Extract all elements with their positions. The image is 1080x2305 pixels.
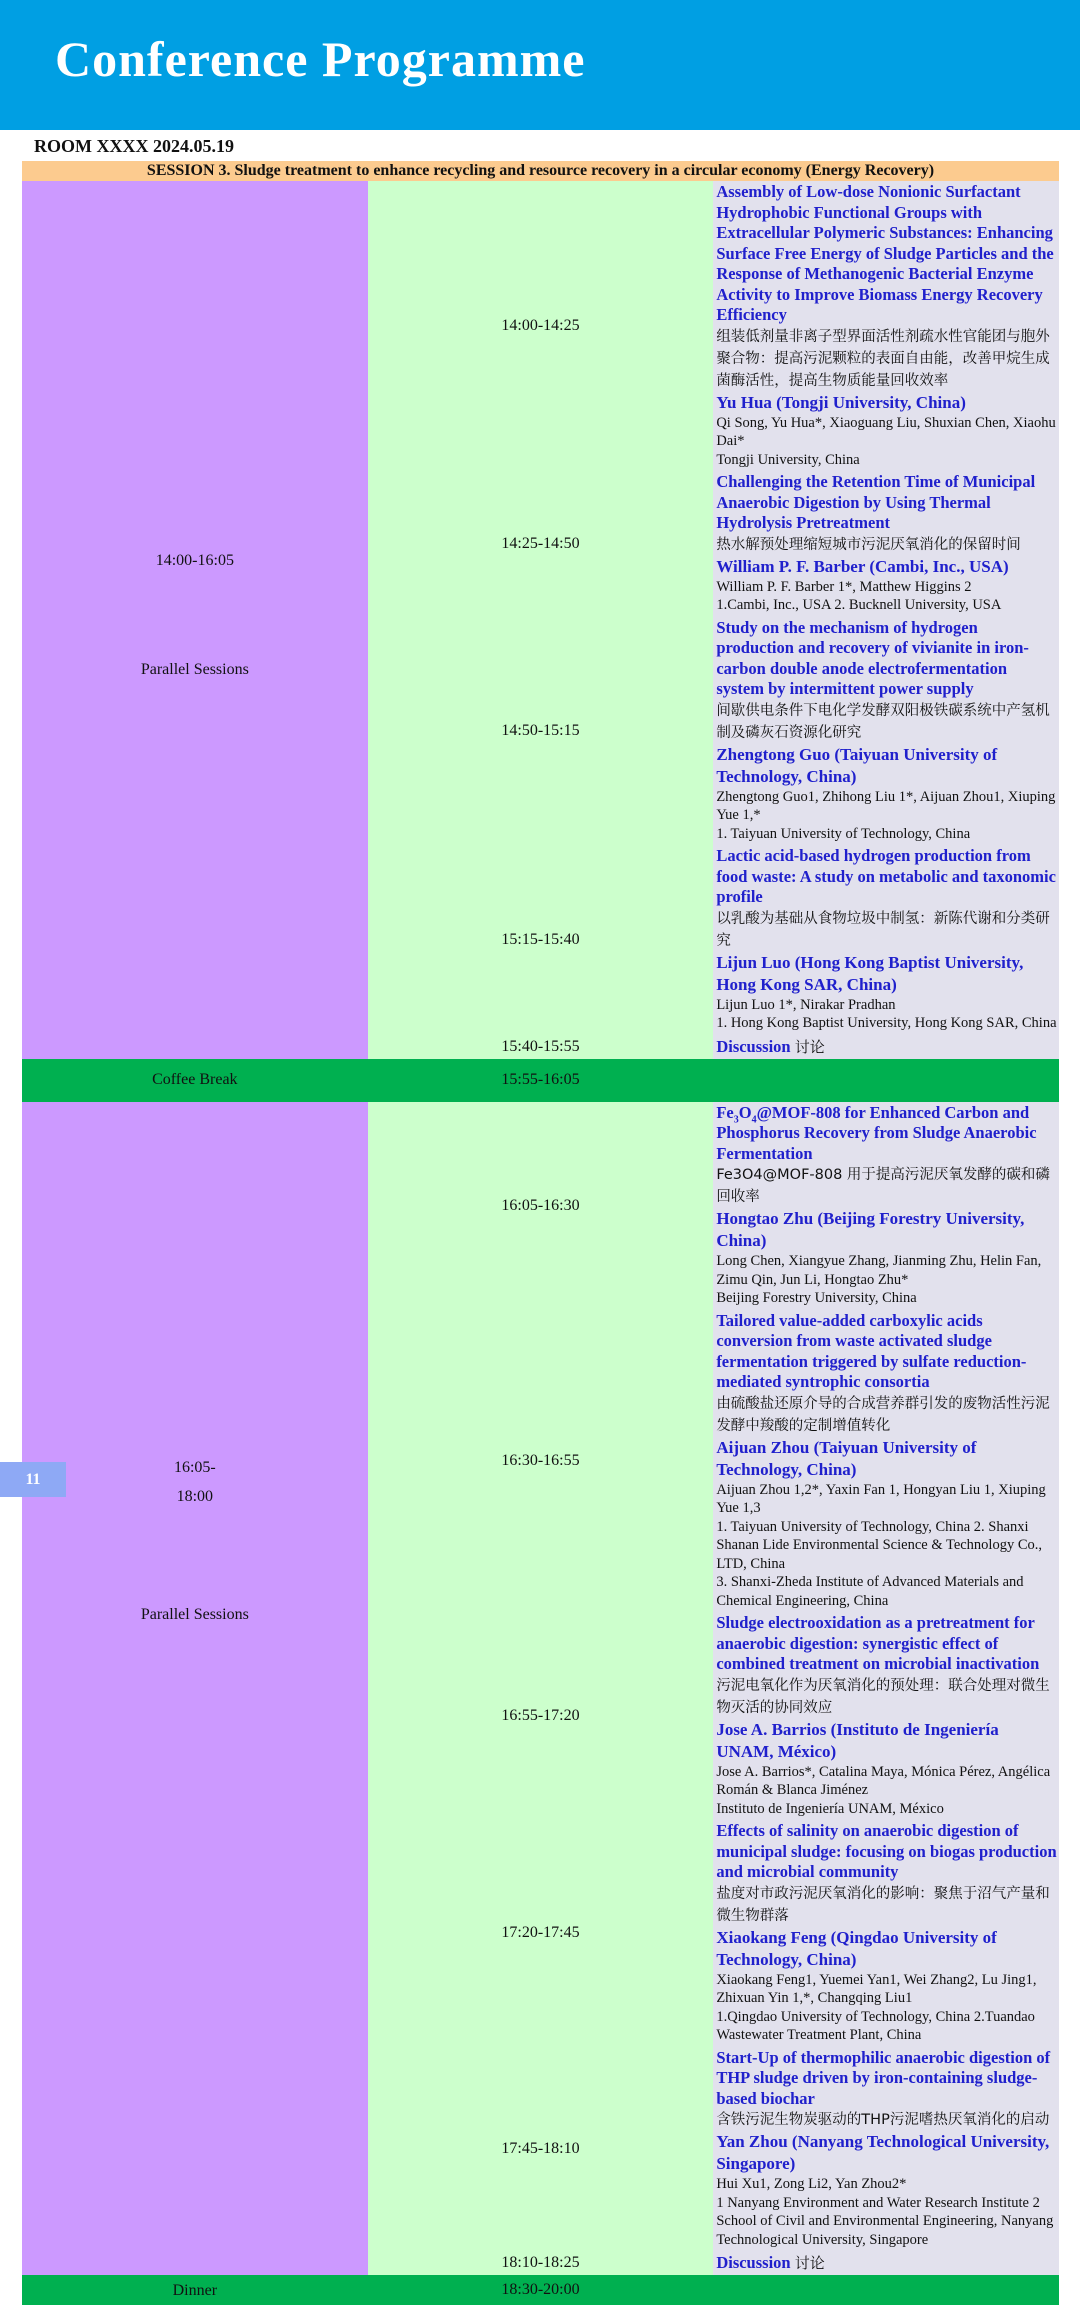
talk-affiliation: 1. Hong Kong Baptist University, Hong Kong SAR, China [716, 1015, 1057, 1031]
talk-title: $Fe_3O_4@MOF-808$ for Enhanced Carbon and Phosphorus Recovery from Sludge Anaerobic Fermentation [716, 1102, 1037, 1163]
talk-title: Sludge electrooxidation as a pretreatment for anaerobic digestion: synergistic effect of combined treatment on microbial inactivation [716, 1613, 1040, 1673]
talk-affiliation-2: 3. Shanxi-Zheda Institute of Advanced Materials and Chemical Engineering, China [716, 1574, 1024, 1609]
talk-title: Effects of salinity on anaerobic digestion of municipal sludge: focusing on biogas production and microbial community [716, 1821, 1057, 1881]
talk-speaker: Lijun Luo (Hong Kong Baptist University, Hong Kong SAR, China) [716, 952, 1024, 994]
block2-label: Parallel Sessions [140, 1605, 249, 1623]
coffee-break-row [22, 1059, 1059, 1102]
discussion-cell [713, 2251, 1059, 2275]
talk-title: Assembly of Low-dose Nonionic Surfactant Hydrophobic Functional Groups with Extracellular Polymeric Substances: Enhancing Surface Free Energy of Sludge Particles and the Response of Methanogenic Bacterial Enzyme Activity to Improve Biomass Energy Recovery Efficiency [716, 182, 1054, 324]
talk-title-cn: Fe3O4@MOF-808 用于提高污泥厌氧发酵的碳和磷回收率 [716, 1167, 1050, 1205]
talk-cell [713, 845, 1059, 1035]
session-header-row [22, 161, 1059, 181]
talk-title: Lactic acid-based hydrogen production from food waste: A study on metabolic and taxonomic profile [716, 846, 1056, 906]
session-title: SESSION 3. Sludge treatment to enhance recycling and resource recovery in a circular economy (Energy Recovery) [22, 161, 1059, 181]
discussion-label: Discussion [716, 1036, 791, 1056]
talk-title-cn: 热水解预处理缩短城市污泥厌氧消化的保留时间 [716, 536, 1021, 553]
talk-speaker: William P. F. Barber (Cambi, Inc., USA) [716, 556, 1009, 576]
talk-title-cn: 由硫酸盐还原介导的合成营养群引发的废物活性污泥发酵中羧酸的定制增值转化 [716, 1395, 1050, 1434]
dinner-empty [713, 2275, 1059, 2305]
discussion-label-cn: 讨论 [794, 2254, 825, 2272]
talk-cell [713, 1820, 1059, 2047]
talk-cell [713, 181, 1059, 471]
coffee-time: 15:55-16:05 [368, 1059, 714, 1102]
talk-time: 16:30-16:55 [368, 1310, 714, 1613]
talk-time: 15:15-15:40 [368, 845, 714, 1035]
talk-speaker: Xiaokang Feng (Qingdao University of Technology, China) [716, 1927, 997, 1969]
talk-authors: William P. F. Barber 1*, Matthew Higgins 2 [716, 578, 972, 595]
talk-cell [713, 617, 1059, 846]
talk-title-cn: 以乳酸为基础从食物垃圾中制氢：新陈代谢和分类研究 [716, 910, 1050, 949]
talk-title: Start-Up of thermophilic anaerobic digestion of THP sludge driven by iron-containing sludge-based biochar [716, 2047, 1051, 2108]
talk-cell [713, 2047, 1059, 2252]
talk-affiliation: 1. Taiyuan University of Technology, China 2. Shanxi Shanan Lide Environmental Science & Technology Co., LTD, China [716, 1518, 1043, 1572]
talk-title-cn: 含铁污泥生物炭驱动的THP污泥嗜热厌氧消化的启动 [716, 2112, 1050, 2128]
talk-affiliation: Instituto de Ingeniería UNAM, México [716, 1800, 944, 1817]
talk-authors: Lijun Luo 1*, Nirakar Pradhan [716, 996, 896, 1013]
talk-time: 16:05-16:30 [368, 1102, 714, 1310]
talk-speaker: Zhengtong Guo (Taiyuan University of Technology, China) [716, 744, 998, 786]
dinner-label: Dinner [22, 2275, 368, 2305]
talk-title-cn: 组装低剂量非离子型界面活性剂疏水性官能团与胞外聚合物：提高污泥颗粒的表面自由能，改善甲烷生成菌酶活性，提高生物质能量回收效率 [716, 328, 1050, 389]
discussion-label-cn: 讨论 [794, 1037, 825, 1056]
talk-title: Study on the mechanism of hydrogen production and recovery of vivianite in iron-carbon double anode electrofermentation system by intermittent power supply [716, 617, 1029, 698]
room-date: ROOM XXXX 2024.05.19 [34, 136, 234, 156]
coffee-empty [713, 1059, 1059, 1102]
talk-authors: Long Chen, Xiangyue Zhang, Jianming Zhu, Helin Fan, Zimu Qin, Jun Li, Hongtao Zhu* [716, 1253, 1042, 1288]
page-header [0, 0, 1080, 130]
talk-affiliation: Beijing Forestry University, China [716, 1290, 917, 1306]
talk-time: 14:25-14:50 [368, 471, 714, 617]
talk-authors: Hui Xu1, Zong Li2, Yan Zhou2* [716, 2176, 907, 2192]
talk-title: Challenging the Retention Time of Municipal Anaerobic Digestion by Using Thermal Hydrolysis Pretreatment [716, 472, 1036, 532]
table-row [22, 1102, 1059, 1310]
talk-time: 17:20-17:45 [368, 1820, 714, 2047]
talk-time: 14:50-15:15 [368, 617, 714, 846]
talk-authors: Aijuan Zhou 1,2*, Yaxin Fan 1, Hongyan Liu 1, Xiuping Yue 1,3 [716, 1481, 1046, 1516]
talk-affiliation: 1.Cambi, Inc., USA 2. Bucknell University, USA [716, 597, 1002, 613]
talk-speaker: Yan Zhou (Nanyang Technological University, Singapore) [716, 2132, 1050, 2173]
talk-affiliation: 1 Nanyang Environment and Water Research Institute 2 School of Civil and Environmental Engineering, Nanyang Technological University, Singapore [716, 2194, 1054, 2248]
programme-table [22, 161, 1059, 2305]
talk-time: 14:00-14:25 [368, 181, 714, 471]
talk-authors: Qi Song, Yu Hua*, Xiaoguang Liu, Shuxian Chen, Xiaohu Dai* [716, 414, 1056, 449]
talk-authors: Xiaokang Feng1, Yuemei Yan1, Wei Zhang2, Lu Jing1, Zhixuan Yin 1,*, Changqing Liu1 [716, 1971, 1037, 2006]
table-row [22, 181, 1059, 471]
talk-speaker: Aijuan Zhou (Taiyuan University of Technology, China) [716, 1437, 977, 1479]
dinner-row [22, 2275, 1059, 2305]
talk-speaker: Hongtao Zhu (Beijing Forestry University, China) [716, 1209, 1025, 1250]
talk-affiliation: Tongji University, China [716, 451, 860, 468]
talk-speaker: Yu Hua (Tongji University, China) [716, 392, 966, 412]
block2-time-start: 16:05- [173, 1458, 216, 1476]
block1-label: Parallel Sessions [140, 661, 249, 679]
talk-cell [713, 471, 1059, 617]
talk-authors: Zhengtong Guo1, Zhihong Liu 1*, Aijuan Zhou1, Xiuping Yue 1,* [716, 788, 1056, 823]
talk-cell [713, 1310, 1059, 1613]
block1-cell [22, 181, 368, 1059]
dinner-time: 18:30-20:00 [368, 2275, 714, 2305]
discussion-time: 18:10-18:25 [368, 2251, 714, 2275]
discussion-label: Discussion [716, 2253, 791, 2272]
discussion-cell [713, 1035, 1059, 1059]
talk-cell [713, 1102, 1059, 1310]
coffee-label: Coffee Break [22, 1059, 368, 1102]
page-number: 11 [0, 1462, 66, 1497]
talk-affiliation: 1.Qingdao University of Technology, China 2.Tuandao Wastewater Treatment Plant, China [716, 2008, 1035, 2043]
page-title: Conference Programme [55, 31, 586, 87]
discussion-time: 15:40-15:55 [368, 1035, 714, 1059]
talk-title-cn: 污泥电氧化作为厌氧消化的预处理：联合处理对微生物灭活的协同效应 [716, 1677, 1050, 1716]
talk-title-cn: 盐度对市政污泥厌氧消化的影响：聚焦于沼气产量和微生物群落 [716, 1885, 1050, 1924]
talk-title: Tailored value-added carboxylic acids conversion from waste activated sludge fermentation triggered by sulfate reduction-mediated syntrophic consortia [716, 1310, 1027, 1391]
block2-cell [22, 1102, 368, 2276]
talk-title-cn: 间歇供电条件下电化学发酵双阳极铁碳系统中产氢机制及磷灰石资源化研究 [716, 702, 1050, 741]
block1-time: 14:00-16:05 [155, 552, 234, 570]
talk-speaker: Jose A. Barrios (Instituto de Ingeniería UNAM, México) [716, 1719, 999, 1761]
talk-affiliation: 1. Taiyuan University of Technology, China [716, 825, 971, 842]
talk-time: 16:55-17:20 [368, 1612, 714, 1820]
talk-cell [713, 1612, 1059, 1820]
talk-authors: Jose A. Barrios*, Catalina Maya, Mónica Pérez, Angélica Román & Blanca Jiménez [716, 1763, 1051, 1798]
block2-time-end: 18:00 [176, 1487, 214, 1505]
talk-time: 17:45-18:10 [368, 2047, 714, 2252]
